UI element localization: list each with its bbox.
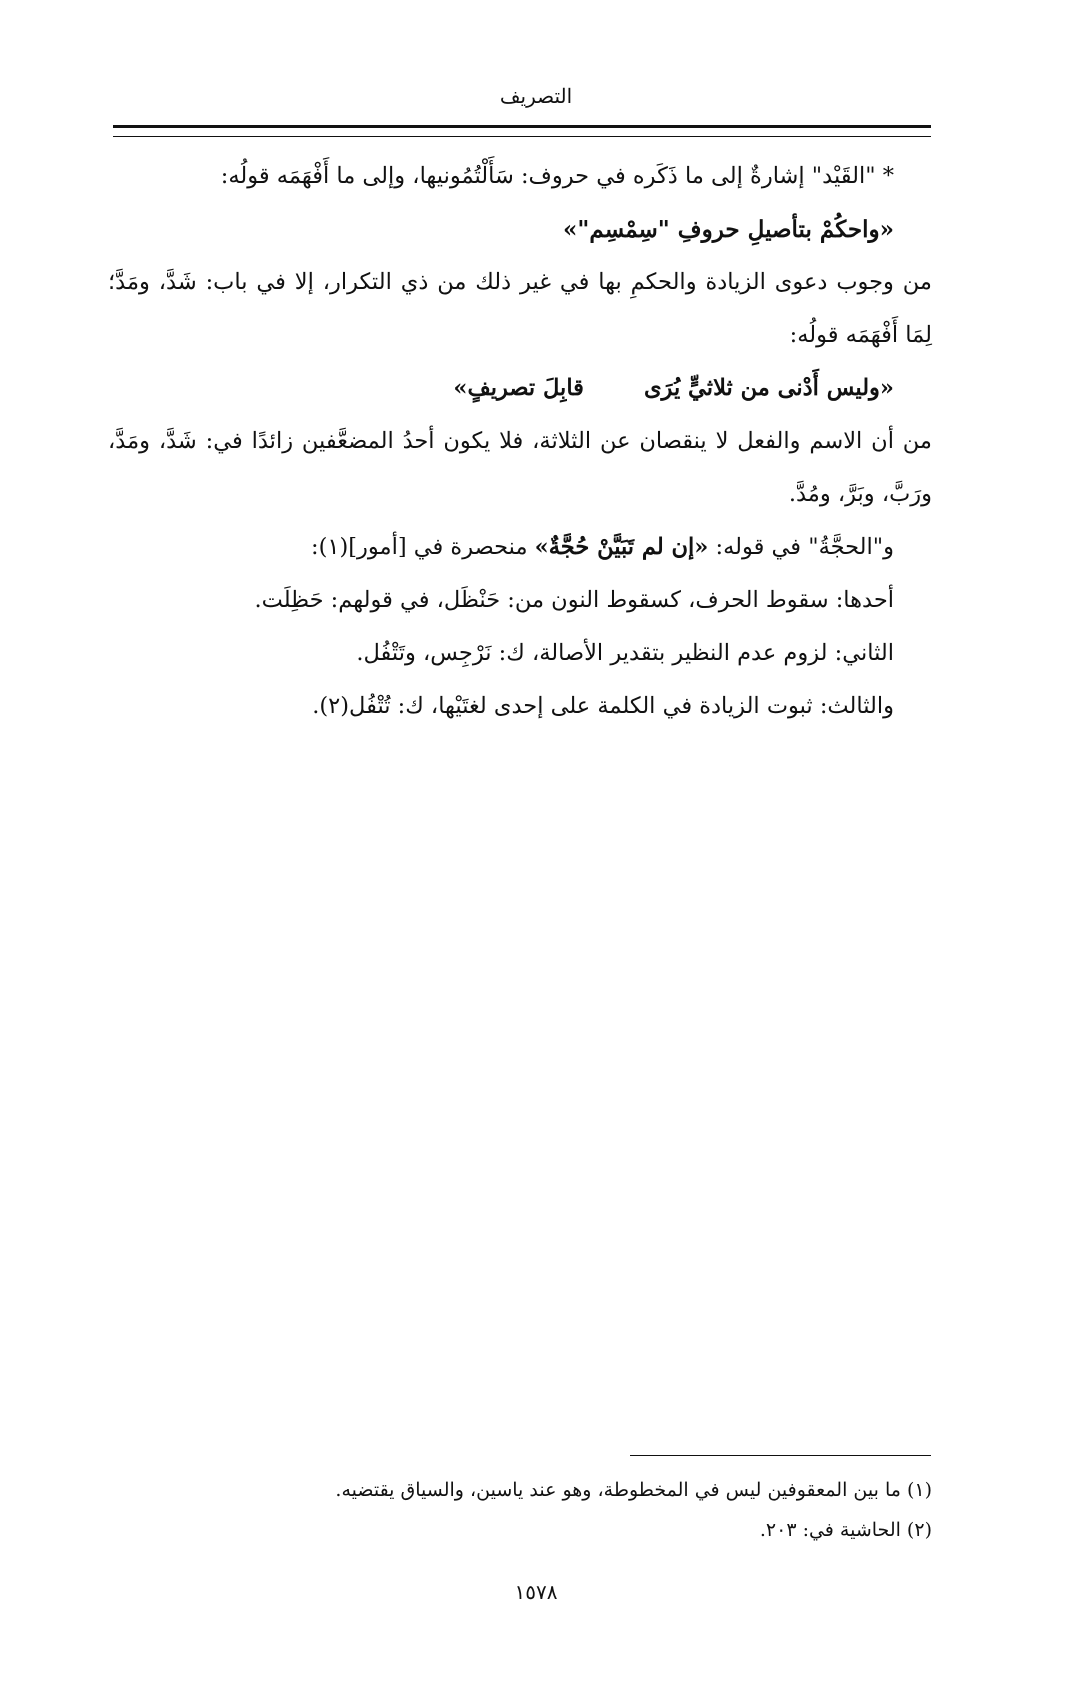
- header-rule-thick: [113, 125, 931, 128]
- hujja-prefix: و"الحجَّةُ" في قوله:: [708, 534, 894, 560]
- verse-hemistich-second: قابِلَ تصريفٍ»: [453, 375, 584, 401]
- paragraph-hujja: [108, 521, 932, 574]
- paragraph-qayd: * "القَيْد" إشارةٌ إلى ما ذَكَره في حروف: سَأَلْتُمُونيها، وإلى ما أَفْهَمَه قولُه:: [220, 163, 894, 189]
- list-item-third: والثالث: ثبوت الزيادة في الكلمة على إحدى لغتَيْها، ك: تُتْفُل(٢).: [312, 693, 894, 719]
- page-number: ١٥٧٨: [514, 1580, 558, 1604]
- verse-thulathi: [108, 362, 932, 415]
- list-item-second: الثاني: لزوم عدم النظير بتقدير الأصالة، ك: نَرْجِس، وتَتْفُل.: [356, 640, 894, 666]
- hujja-quote: «إن لم تَبَيَّنْ حُجَّةٌ»: [534, 534, 709, 560]
- footnote-1: (١) ما بين المعقوفين ليس في المخطوطة، وهو عند ياسين، والسياق يقتضيه.: [335, 1479, 932, 1501]
- running-header: التصريف: [499, 84, 573, 108]
- verse-hemistich-first: «وليس أَدْنى من ثلاثيٍّ يُرَى: [643, 375, 894, 401]
- footnotes: [108, 1470, 932, 1550]
- footnote-separator: [630, 1455, 931, 1456]
- paragraph-thulathi: من أن الاسم والفعل لا ينقصان عن الثلاثة، فلا يكون أحدُ المضعَّفين زائدًا في: شَدَّ، ومَدَّ، ورَبَّ، وبَرَّ، ومُدَّ.: [108, 428, 932, 507]
- paragraph-tikrar: من وجوب دعوى الزيادة والحكمِ بها في غير ذلك من ذي التكرار، إلا في باب: شَدَّ، ومَدَّ؛ لِمَا أَفْهَمَه قولُه:: [108, 269, 932, 348]
- footnote-2: (٢) الحاشية في: ٢٠٣.: [759, 1519, 932, 1541]
- header-rule-thin: [113, 136, 931, 137]
- main-text: [108, 150, 932, 733]
- verse-simsim: «واحكُمْ بتأصيلِ حروفِ "سِمْسِم"»: [563, 216, 894, 243]
- list-item-first: أحدها: سقوط الحرف، كسقوط النون من: حَنْظَل، في قولهم: حَظِلَت.: [254, 587, 894, 613]
- hujja-suffix: منحصرة في [أمور](١):: [311, 534, 535, 560]
